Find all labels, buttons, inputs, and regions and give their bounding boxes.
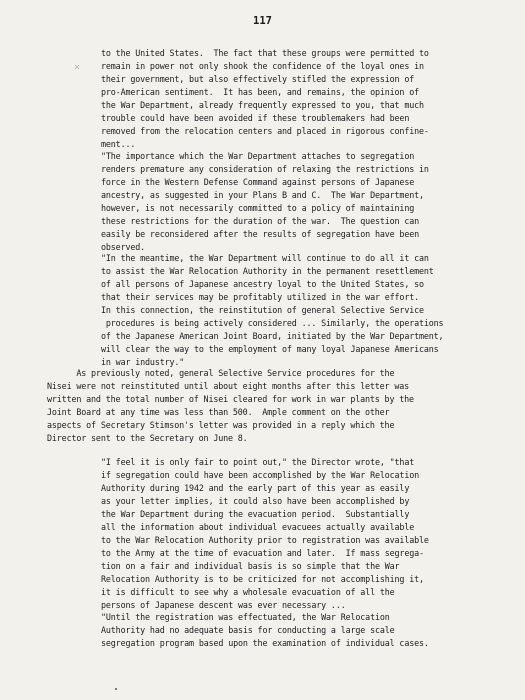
paragraph-4: As previously noted, general Selective Service procedures for the Nisei were not reinstituted until about eight months after this letter was written and the total number of Nisei cleared for work in war plants by the Joint Board at any time was less than 500. Ample comment on the other aspects of Secretary Stimson's letter was provided in a reply which the Director sent to the Secretary on June 8. — [47, 368, 414, 443]
paper-speck — [115, 688, 117, 690]
paragraph-3: "In the meantime, the War Department will continue to do all it can to assist the War Relocation Authority in the permanent resettlement of all persons of Japanese ancestry loyal to the United States, so that their services may be profitably utilized in the war effort. In this connection, the reinstitution of general Selective Service procedures is being actively considered ... Similarly, the operations of the Japanese American Joint Board, initiated by the War Department, will clear the way to the employment of many loyal Japanese Americans in war industry." — [101, 253, 444, 367]
paragraph-5: "I feel it is only fair to point out," the Director wrote, "that if segregation could have been accomplished by the War Relocation Authority during 1942 and the early part of this year as easily as your letter implies, it could also have been accomplished by the War Department during the evacuation period. Substantially all the information about individual evacuees actually available to the War Relocation Authority prior to registration was available to the Army at the time of evacuation and later. If mass segrega- tion on a fair and individual basis is so simple that the War Relocation Authority is to be criticized for not accomplishing it, it is difficult to see why a wholesale evacuation of all the persons of Japanese descent was ever necessary ... — [101, 457, 429, 610]
margin-mark: × — [74, 62, 81, 73]
paragraph-1: to the United States. The fact that these groups were permitted to remain in power not only shook the confidence of the loyal ones in their government, but also effectively stifled the expression of pro-American sentiment. It has been, and remains, the opinion of the War Department, already frequently expressed to you, that much trouble could have been avoided if these troublemakers had been removed from the relocation centers and placed in rigorous confine- ment... — [101, 48, 429, 149]
paragraph-2: "The importance which the War Department attaches to segregation renders premature any consideration of relaxing the restrictions in force in the Western Defense Command against persons of Japanese ancestry, as suggested in your Plans B and C. The War Department, however, is not necessarily committed to a policy of maintaining these restrictions for the duration of the war. The question can easily be reconsidered after the results of segregation have been observed. — [101, 151, 429, 252]
page-number: 117 — [253, 15, 272, 27]
paragraph-6: "Until the registration was effectuated, the War Relocation Authority had no adequate basis for conducting a large scale segregation program based upon the examination of individual cases. — [101, 612, 429, 648]
